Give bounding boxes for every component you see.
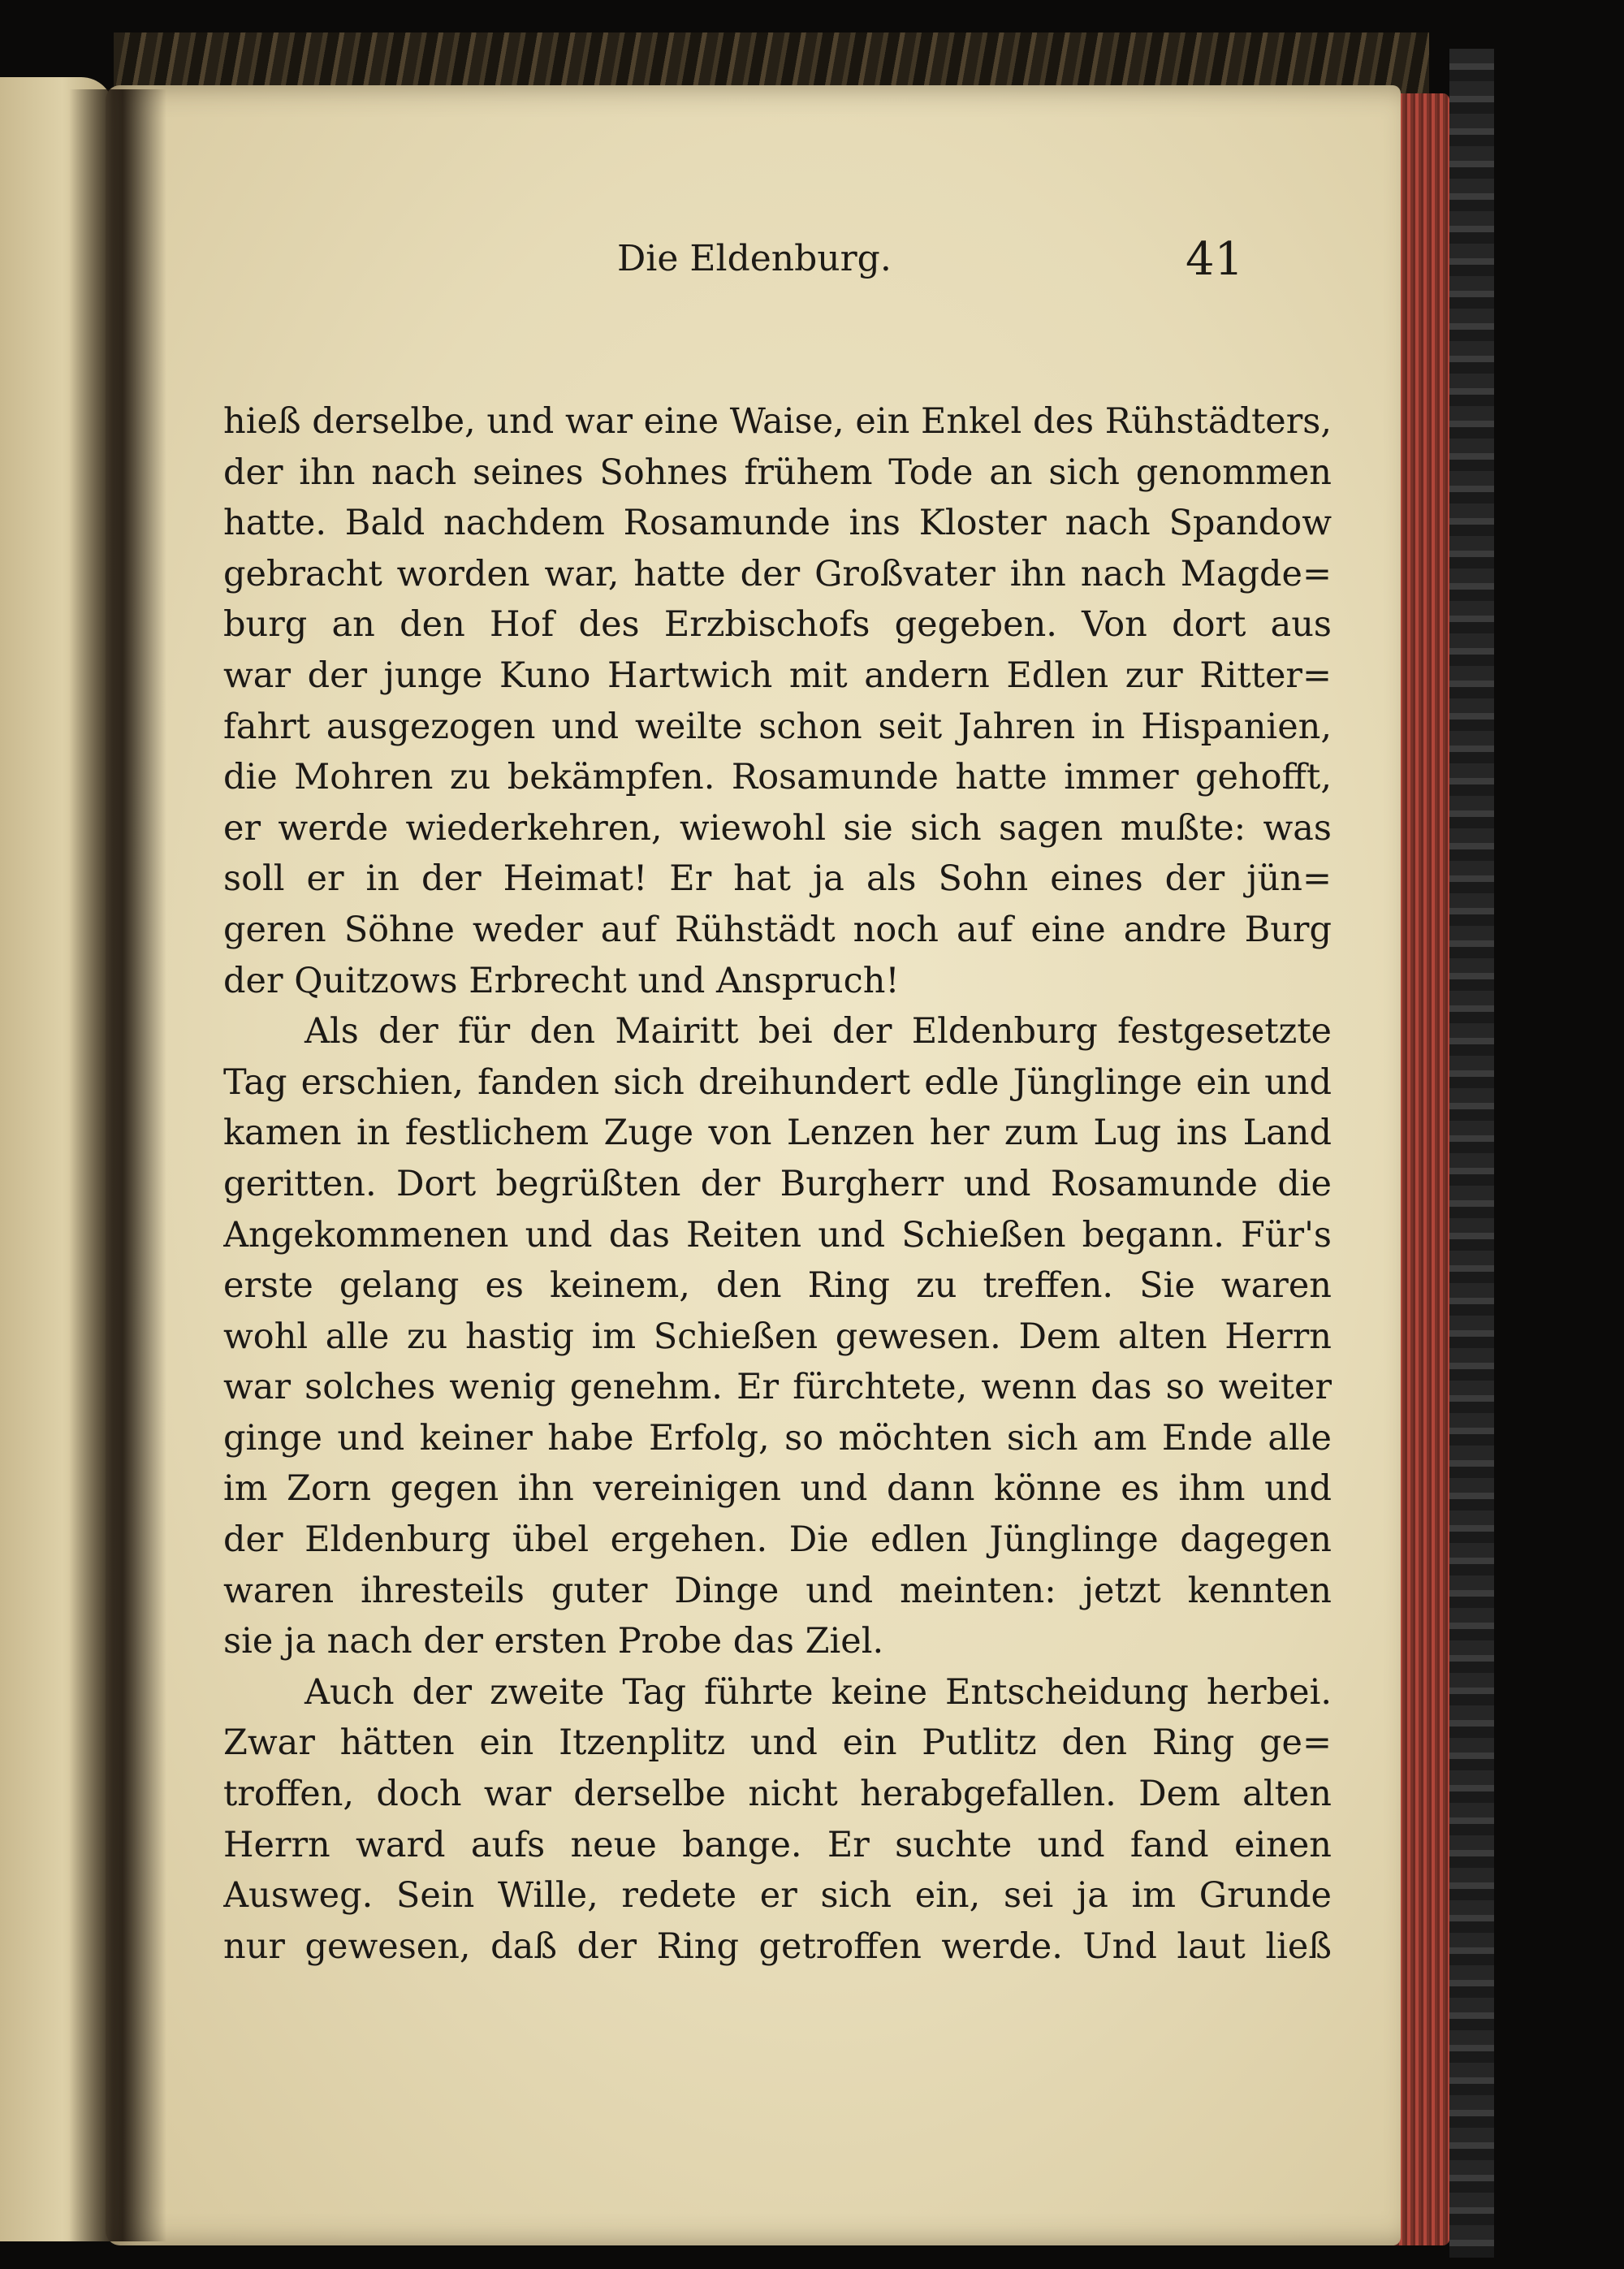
page-number: 41 [1186,233,1244,286]
text-line: Tag erschien, fanden sich dreihundert edle Jünglinge ein und [223,1061,1332,1103]
text-line: Ausweg. Sein Wille, redete er sich ein, sei ja im Grunde [223,1875,1332,1917]
text-line: ginge und keiner habe Erfolg, so möchten sich am Ende alle [223,1417,1332,1459]
text-line: der Eldenburg übel ergehen. Die edlen Jünglinge dagegen [223,1519,1332,1561]
text-line: Als der für den Mairitt bei der Eldenburg festgesetzte [304,1011,1332,1052]
text-line: Herrn ward aufs neue bange. Er suchte und fand einen [223,1824,1332,1865]
text-line: Zwar hätten ein Itzenplitz und ein Putlitz den Ring ge= [223,1722,1332,1764]
text-line: troffen, doch war derselbe nicht herabgefallen. Dem alten [223,1774,1332,1815]
running-title: Die Eldenburg. [617,238,892,279]
text-line: Angekommenen und das Reiten und Schießen begann. Für's [223,1214,1332,1256]
text-line: war der junge Kuno Hartwich mit andern Edlen zur Ritter= [223,655,1332,696]
text-line: kamen in festlichem Zuge von Lenzen her zum Lug ins Land [223,1113,1332,1154]
book-page [106,85,1401,2245]
text-line: die Mohren zu bekämpfen. Rosamunde hatte immer gehofft, [223,757,1332,798]
text-line: fahrt ausgezogen und weilte schon seit Jahren in Hispanien, [223,706,1332,747]
text-line: sie ja nach der ersten Probe das Ziel. [223,1621,884,1662]
text-line: nur gewesen, daß der Ring getroffen werde. Und laut ließ [223,1925,1332,1967]
text-line: gebracht worden war, hatte der Großvater ihn nach Magde= [223,553,1332,594]
book-cover-edge [1449,49,1494,2258]
text-line: waren ihresteils guter Dinge und meinten: jetzt kennten [223,1570,1332,1611]
text-line: war solches wenig genehm. Er fürchtete, wenn das so weiter [223,1367,1332,1408]
page-header [106,233,1401,303]
text-line: der ihn nach seines Sohnes frühem Tode an sich genommen [223,452,1332,493]
text-line: hatte. Bald nachdem Rosamunde ins Kloster nach Spandow [223,503,1332,544]
text-line: erste gelang es keinem, den Ring zu treffen. Sie waren [223,1265,1332,1307]
text-line: er werde wiederkehren, wiewohl sie sich sagen mußte: was [223,807,1332,849]
text-line: hieß derselbe, und war eine Waise, ein Enkel des Rühstädters, [223,401,1332,442]
body-text [223,396,1332,1972]
text-line: burg an den Hof des Erzbischofs gegeben. Von dort aus [223,604,1332,646]
text-line: soll er in der Heimat! Er hat ja als Sohn eines der jün= [223,858,1332,900]
text-line: der Quitzows Erbrecht und Anspruch! [223,960,900,1001]
text-line: geren Söhne weder auf Rühstädt noch auf eine andre Burg [223,909,1332,950]
text-line: wohl alle zu hastig im Schießen gewesen. Dem alten Herrn [223,1316,1332,1357]
book-gutter-shadow [69,89,166,2241]
text-line: geritten. Dort begrüßten der Burgherr und Rosamunde die [223,1163,1332,1204]
text-line: Auch der zweite Tag führte keine Entscheidung herbei. [304,1671,1332,1713]
text-line: im Zorn gegen ihn vereinigen und dann könne es ihm und [223,1468,1332,1510]
